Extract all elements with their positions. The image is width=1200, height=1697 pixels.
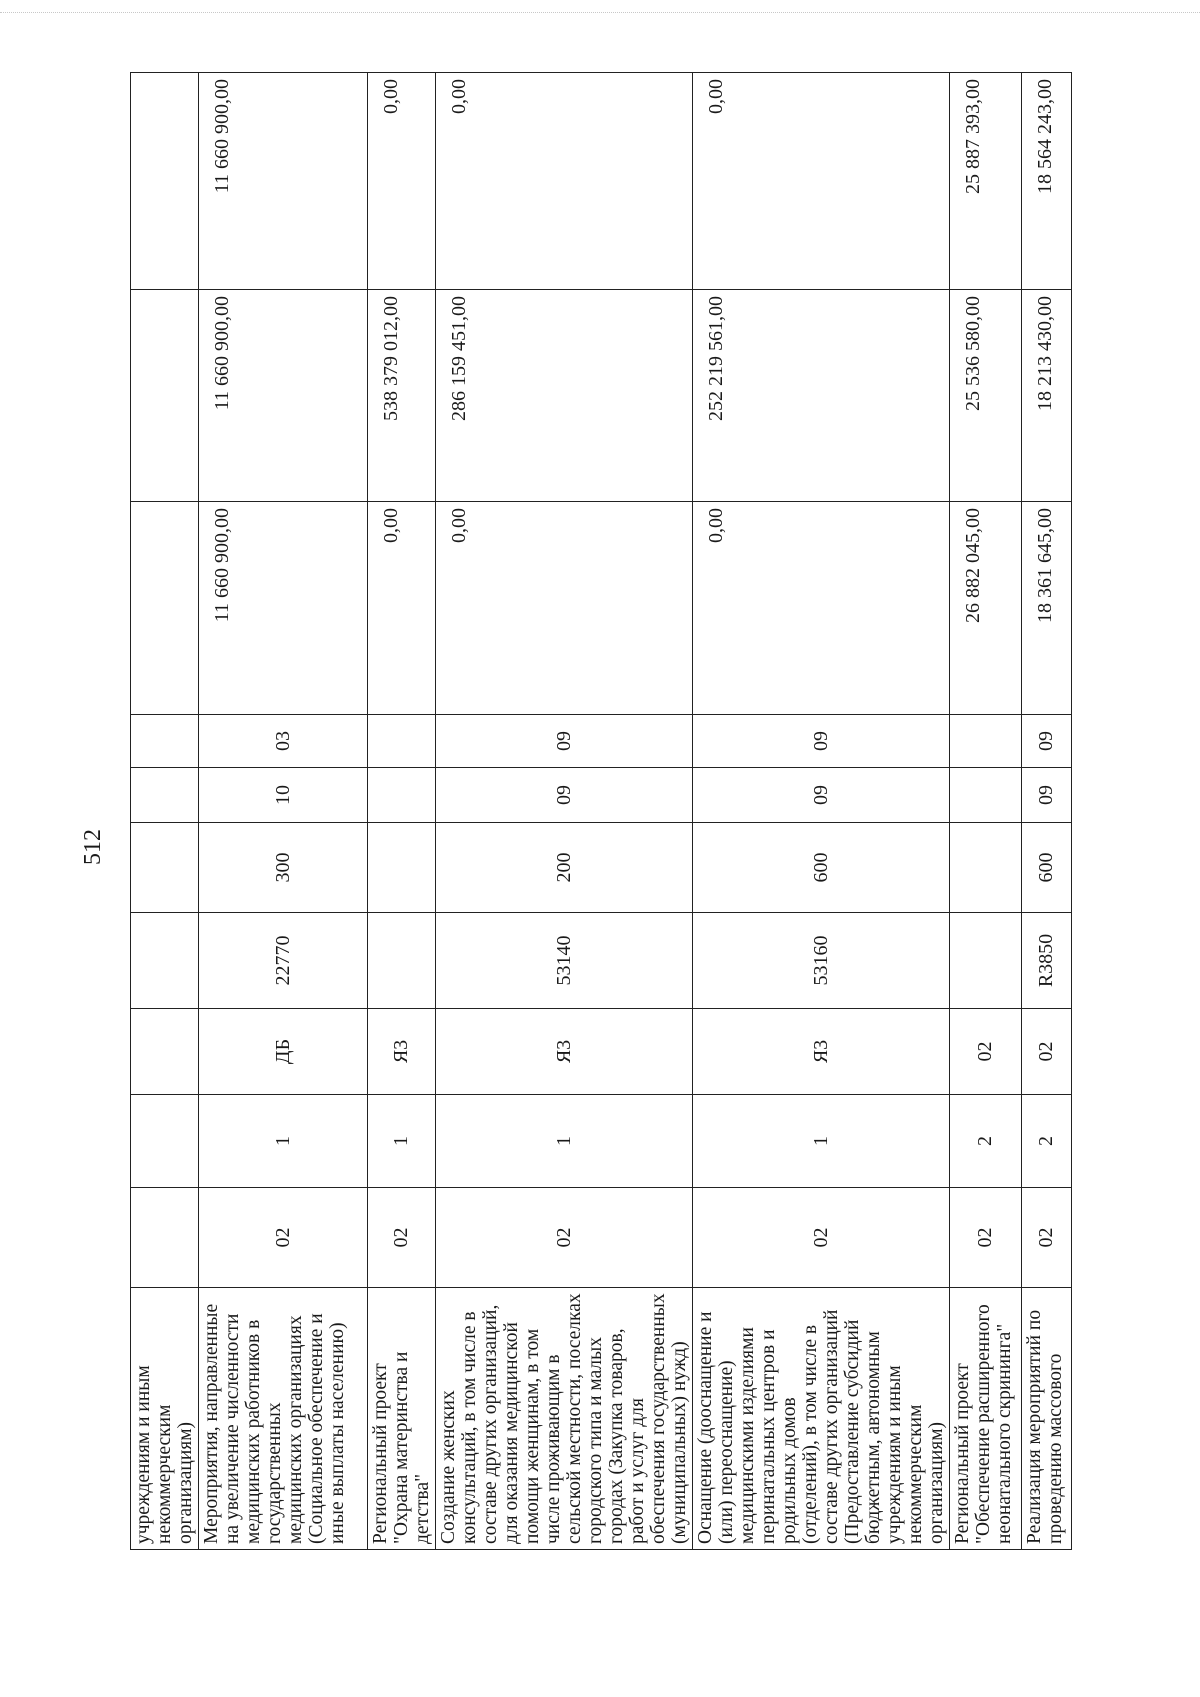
cell-amount-3: 25 887 393,00 (950, 73, 1022, 290)
cell-code-3: Я3 (693, 1009, 950, 1095)
cell-code-1: 02 (1022, 1188, 1072, 1288)
cell-code-5 (368, 823, 436, 913)
cell-code-1: 02 (199, 1188, 368, 1288)
budget-table (130, 72, 1072, 1550)
cell-code-7: 09 (693, 715, 950, 768)
cell-amount-1: 11 660 900,00 (199, 502, 368, 715)
cell-amount-1 (131, 502, 199, 715)
cell-code-2: 2 (950, 1095, 1022, 1188)
cell-code-1: 02 (950, 1188, 1022, 1288)
cell-amount-1: 0,00 (693, 502, 950, 715)
cell-code-6: 09 (693, 768, 950, 823)
cell-code-6 (131, 768, 199, 823)
row-name: Региональный проект "Обеспечение расширенного неонатального скрининга" (950, 1288, 1022, 1550)
cell-code-1: 02 (368, 1188, 436, 1288)
cell-amount-1: 18 361 645,00 (1022, 502, 1072, 715)
cell-code-2: 1 (199, 1095, 368, 1188)
cell-amount-3: 18 564 243,00 (1022, 73, 1072, 290)
cell-code-6: 09 (436, 768, 693, 823)
cell-amount-3: 0,00 (436, 73, 693, 290)
cell-code-6 (950, 768, 1022, 823)
cell-code-4: R3850 (1022, 913, 1072, 1009)
row-name: Оснащение (дооснащение и (или) переоснащение) медицинскими изделиями перинатальных центров и родильных домов (отделений), в том числе в составе других организаций (Предоставление субсидий бюджетным, автономным учреждениям и иным некоммерческим организациям) (693, 1288, 950, 1550)
table-row (131, 73, 199, 1550)
cell-code-3: 02 (1022, 1009, 1072, 1095)
cell-code-1: 02 (436, 1188, 693, 1288)
cell-code-5: 600 (693, 823, 950, 913)
cell-code-7: 09 (1022, 715, 1072, 768)
cell-code-2: 1 (368, 1095, 436, 1188)
cell-amount-2 (131, 290, 199, 502)
cell-code-4 (368, 913, 436, 1009)
row-name: учреждениям и иным некоммерческим организациям) (131, 1288, 199, 1550)
row-name: Мероприятия, направленные на увеличение численности медицинских работников в государственных медицинских организациях (Социальное обеспечение и иные выплаты населению) (199, 1288, 368, 1550)
cell-code-3: 02 (950, 1009, 1022, 1095)
row-name: Создание женских консультаций, в том числе в составе других организаций, для оказания медицинской помощи женщинам, в том числе проживающим в сельской местности, поселках городского типа и малых городах (Закупка товаров, работ и услуг для обеспечения государственных (муниципальных) нужд) (436, 1288, 693, 1550)
cell-code-6: 09 (1022, 768, 1072, 823)
cell-amount-2: 25 536 580,00 (950, 290, 1022, 502)
cell-code-7 (950, 715, 1022, 768)
cell-code-2 (131, 1095, 199, 1188)
cell-code-5 (131, 823, 199, 913)
cell-amount-1: 0,00 (436, 502, 693, 715)
cell-amount-3: 11 660 900,00 (199, 73, 368, 290)
cell-code-7 (368, 715, 436, 768)
cell-code-6: 10 (199, 768, 368, 823)
cell-amount-2: 286 159 451,00 (436, 290, 693, 502)
table-row (693, 73, 950, 1550)
table-row (1022, 73, 1072, 1550)
cell-code-2: 1 (436, 1095, 693, 1188)
cell-code-7: 09 (436, 715, 693, 768)
cell-code-1 (131, 1188, 199, 1288)
cell-amount-2: 538 379 012,00 (368, 290, 436, 502)
cell-code-4: 53160 (693, 913, 950, 1009)
table-row (950, 73, 1022, 1550)
cell-code-3: Я3 (436, 1009, 693, 1095)
cell-code-3: ДБ (199, 1009, 368, 1095)
cell-amount-3 (131, 73, 199, 290)
cell-code-5 (950, 823, 1022, 913)
table-row (199, 73, 368, 1550)
cell-code-3 (131, 1009, 199, 1095)
cell-code-4: 53140 (436, 913, 693, 1009)
cell-amount-1: 0,00 (368, 502, 436, 715)
cell-code-4: 22770 (199, 913, 368, 1009)
cell-amount-2: 11 660 900,00 (199, 290, 368, 502)
cell-code-3: Я3 (368, 1009, 436, 1095)
cell-code-5: 300 (199, 823, 368, 913)
table-row (436, 73, 693, 1550)
cell-code-5: 200 (436, 823, 693, 913)
cell-amount-2: 252 219 561,00 (693, 290, 950, 502)
cell-code-7 (131, 715, 199, 768)
cell-code-7: 03 (199, 715, 368, 768)
cell-amount-3: 0,00 (368, 73, 436, 290)
cell-amount-2: 18 213 430,00 (1022, 290, 1072, 502)
cell-amount-1: 26 882 045,00 (950, 502, 1022, 715)
table-row (368, 73, 436, 1550)
row-name: Реализация мероприятий по проведению массового (1022, 1288, 1072, 1550)
cell-code-5: 600 (1022, 823, 1072, 913)
page-number: 512 (80, 829, 106, 865)
cell-code-2: 2 (1022, 1095, 1072, 1188)
cell-code-6 (368, 768, 436, 823)
cell-code-4 (131, 913, 199, 1009)
cell-code-4 (950, 913, 1022, 1009)
cell-code-1: 02 (693, 1188, 950, 1288)
cell-code-2: 1 (693, 1095, 950, 1188)
row-name: Региональный проект "Охрана материнства и детства" (368, 1288, 436, 1550)
cell-amount-3: 0,00 (693, 73, 950, 290)
